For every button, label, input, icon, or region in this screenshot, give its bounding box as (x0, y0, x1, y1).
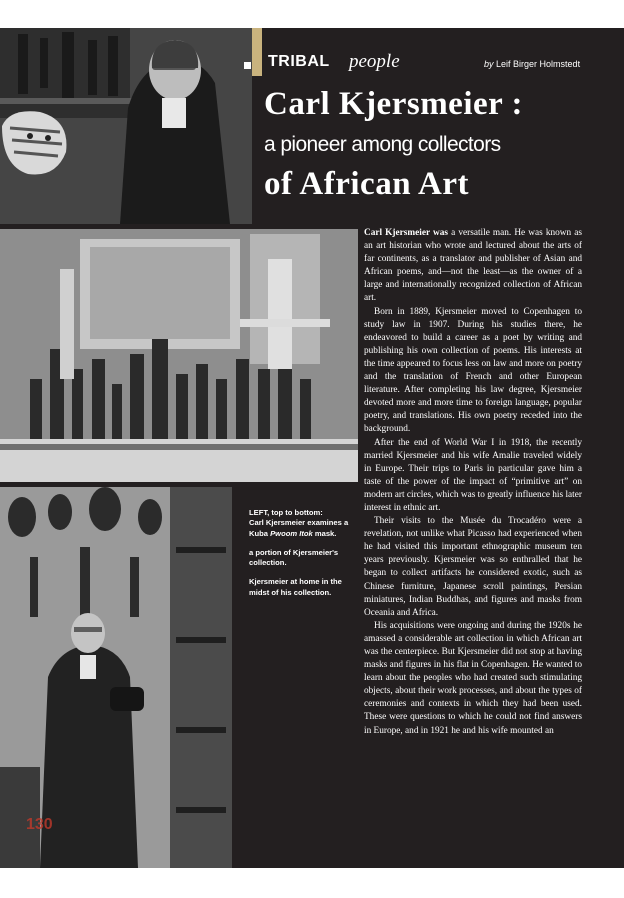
article-paragraph-2: Born in 1889, Kjersmeier moved to Copenhagen to study law in 1907. During his studies there, he endeavored to build a career as a poet by writing and publishing his own collection of poems. His interests at the time appeared to focus less on law and more on poetry and the translation of French and other European literature. After completing his law degree, Kjersmeier devoted more and more time to foreign language, popular poetry, and translations. His own poetry receded into the background. (364, 306, 582, 435)
byline-prefix: by (484, 59, 494, 69)
photo-kjersmeier-examining-mask (0, 28, 252, 224)
photo-caption (249, 508, 359, 607)
caption-item-1-pre: Carl Kjersmeier examines a Kuba (249, 518, 349, 538)
article-paragraph-1 (364, 227, 582, 306)
magazine-page (0, 28, 624, 868)
caption-item-1-italic: Pwoom Itok (270, 528, 313, 538)
byline (484, 59, 580, 69)
caption-item-2: a portion of Kjersmeier's collection. (249, 547, 339, 568)
caption-item-3: Kjersmeier at home in the midst of his collection. (249, 577, 342, 597)
author-name: Leif Birger Holmstedt (496, 59, 581, 69)
title-line-3: of African Art (264, 166, 469, 202)
section-sublabel: people (349, 51, 400, 72)
caption-heading-block (249, 508, 359, 539)
article-paragraph-3: After the end of World War I in 1918, the recently married Kjersmeier and his wife Amalie traveled widely in Europe. Their trips to Paris in particular gave him a taste of the power of the impact of “primitive art” on modern art circles, which was to greatly influence his later interest in ethnic art. (364, 437, 582, 513)
photo-illustration (0, 487, 232, 868)
article-paragraph-1-text: a versatile man. He was known as an art historian who wrote and lectured about the arts of far continents, as a translator and publisher of Asian and African poems, and—not the least—as the owner of a large and internationally recognized collection of African art. (364, 228, 582, 304)
photo-illustration (0, 229, 358, 482)
accent-bar (252, 28, 262, 76)
title-line-1: Carl Kjersmeier : (264, 86, 523, 122)
photo-kjersmeier-at-home (0, 487, 232, 868)
page-number: 130 (26, 816, 53, 833)
title-line-2: a pioneer among collectors (264, 133, 501, 156)
caption-item-1-post: mask. (312, 528, 337, 538)
article-body (364, 227, 582, 738)
section-marker (244, 62, 251, 69)
caption-heading: LEFT, top to bottom: (249, 508, 323, 517)
photo-collection-portion (0, 229, 358, 482)
photo-illustration (0, 28, 252, 224)
section-label: TRIBAL (268, 53, 330, 70)
article-paragraph-5: His acquisitions were ongoing and during the 1920s he amassed a considerable art collection in which African art was the centerpiece. But Kjersmeier did not stop at having masks and figures in his flat in Copenhagen. He wanted to learn about the peoples who had created such stimulating objects, about their work processes, and about the types of ceremonies and contexts in which they had been used. These were questions to which he could not find answers in Europe, and in 1921 he and his wife mounted an (364, 620, 582, 736)
article-lead: Carl Kjersmeier was (364, 228, 448, 238)
article-paragraph-4: Their visits to the Musée du Trocadéro were a revelation, not unlike what Picasso had experienced when he had visited this important ethnographic museum ten years previously. Kjersmeier was so enthralled that he began to collect artifacts he considered exotic, such as Chinese furniture, Japanese scroll paintings, Persian miniatures, Indian Buddhas, and figures and masks from Oceania and Africa. (364, 516, 582, 618)
